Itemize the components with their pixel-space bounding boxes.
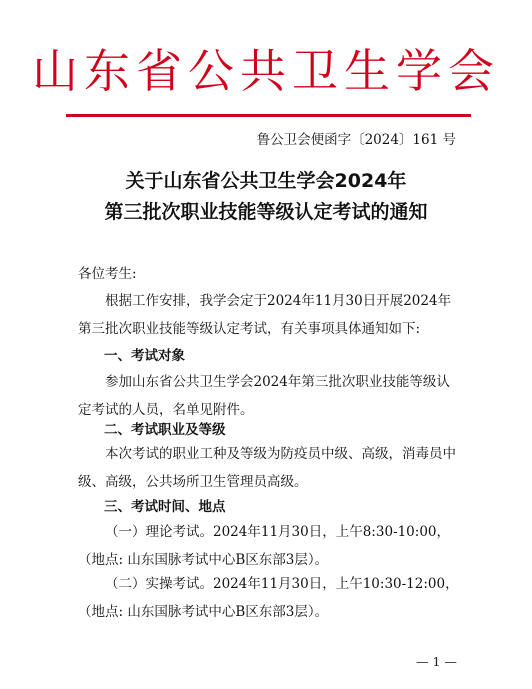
section-item-theory-exam: （一）理论考试。2024年11月30日，上午8:30-10:00，（地点: 山东国脉考试中心B区东部3层）。 — [78, 524, 450, 568]
title-line-1: 关于山东省公共卫生学会2024年 — [125, 170, 407, 192]
title-line-2: 第三批次职业技能等级认定考试的通知 — [104, 201, 428, 223]
salutation: 各位考生: — [78, 266, 137, 282]
section-heading-1: 一、考试对象 — [104, 348, 185, 364]
page-number: — 1 — — [416, 654, 457, 669]
section-heading-2: 二、考试职业及等级 — [104, 422, 226, 438]
section-heading-3: 三、考试时间、地点 — [104, 499, 226, 515]
intro-paragraph: 根据工作安排，我学会定于2024年11月30日开展2024年第三批次职业技能等级认定考试，有关事项具体通知如下: — [78, 293, 452, 337]
org-header-title: 山东省公共卫生学会 — [32, 44, 500, 98]
section-item-practical-exam: （二）实操考试。2024年11月30日，上午10:30-12:00，（地点: 山东国脉考试中心B区东部3层）。 — [78, 576, 459, 620]
section-body-1: 参加山东省公共卫生学会2024年第三批次职业技能等级认定考试的人员，名单见附件。 — [78, 374, 450, 418]
document-number: 鲁公卫会便函字〔2024〕161 号 — [256, 132, 456, 148]
document-title — [0, 166, 532, 228]
header-red-rule — [66, 114, 471, 117]
section-body-2: 本次考试的职业工种及等级为防疫员中级、高级，消毒员中级、高级，公共场所卫生管理员高级。 — [78, 446, 456, 490]
